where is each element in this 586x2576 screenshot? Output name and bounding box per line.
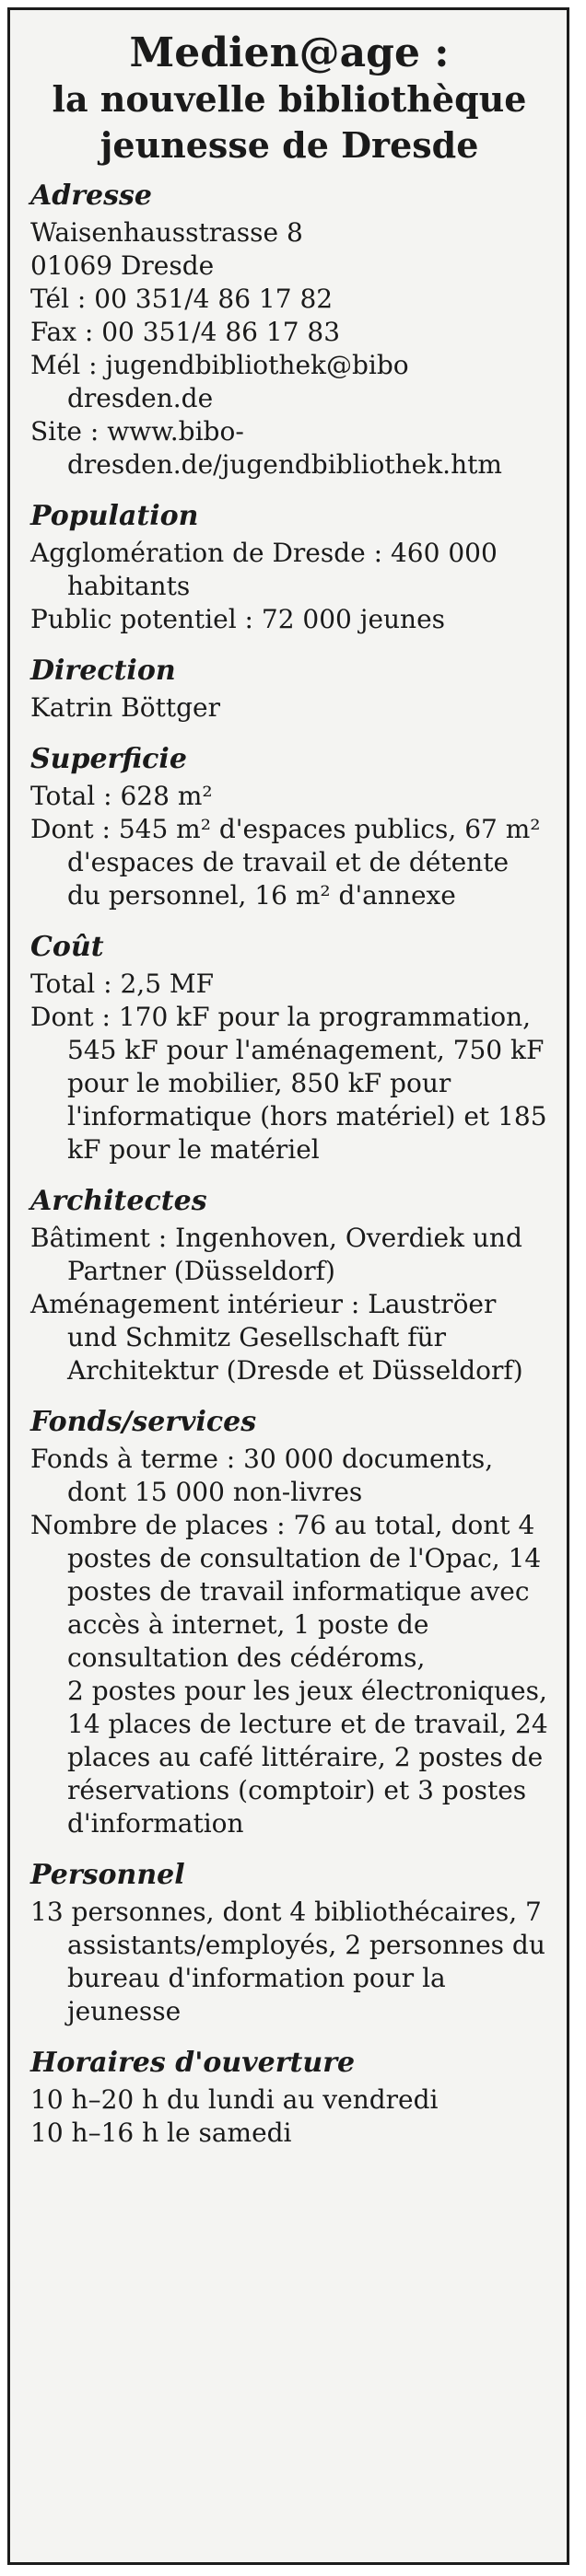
section-cout <box>30 931 548 1166</box>
section-line: Site : www.bibo-dresden.de/jugendbibliothek.htm <box>30 416 502 480</box>
section-heading: Adresse <box>30 180 153 212</box>
section-line: Tél : 00 351/4 86 17 82 <box>30 284 334 314</box>
subtitle-line: jeunesse de Dresde <box>100 124 479 166</box>
section-line: Bâtiment : Ingenhoven, Overdiek und Partner (Düsseldorf) <box>30 1223 522 1286</box>
section-line: 10 h–16 h le samedi <box>30 2118 292 2148</box>
box-title: Medien@age : <box>129 29 450 76</box>
info-box <box>7 7 569 2565</box>
section-personnel <box>30 1859 548 2028</box>
section-line: Fonds à terme : 30 000 documents, dont 15 000 non-livres <box>30 1444 494 1507</box>
section-line: Mél : jugendbibliothek@bibo dresden.de <box>30 350 409 413</box>
section-adresse <box>30 180 548 482</box>
section-line: Total : 628 m² <box>30 781 213 811</box>
section-line: 01069 Dresde <box>30 250 215 281</box>
section-line: Waisenhausstrasse 8 <box>30 217 303 248</box>
section-heading: Superficie <box>30 743 187 775</box>
section-line: Nombre de places : 76 au total, dont 4 postes de consultation de l'Opac, 14 postes de travail informatique avec accès à internet, 1 poste de consultation des cédéroms, <box>30 1510 542 1673</box>
section-line: Total : 2,5 MF <box>30 969 215 999</box>
section-line: Katrin Böttger <box>30 692 220 723</box>
section-population <box>30 500 548 636</box>
section-horaires <box>30 2047 548 2150</box>
section-line: 10 h–20 h du lundi au vendredi <box>30 2084 439 2115</box>
section-line: Aménagement intérieur : Lauströer und Schmitz Gesellschaft für Architektur (Dresde et Düsseldorf) <box>30 1289 523 1386</box>
section-superficie <box>30 743 548 912</box>
section-heading: Personnel <box>30 1859 185 1891</box>
box-subtitle <box>30 76 548 168</box>
section-line: Agglomération de Dresde : 460 000 habitants <box>30 538 498 601</box>
section-heading: Horaires d'ouverture <box>30 2047 356 2079</box>
section-fonds-services <box>30 1406 548 1840</box>
section-line: Dont : 170 kF pour la programmation, 545 kF pour l'aménagement, 750 kF pour le mobilier, 850 kF pour l'informatique (hors matériel) et 185 kF pour le matériel <box>30 1002 547 1165</box>
section-line: 2 postes pour les jeux électroniques, 14 places de lecture et de travail, 24 places au café littéraire, 2 postes de réservations (comptoir) et 3 postes d'information <box>67 1676 548 1839</box>
subtitle-line: la nouvelle bibliothèque <box>52 78 527 120</box>
section-line: Fax : 00 351/4 86 17 83 <box>30 317 341 347</box>
section-line: 13 personnes, dont 4 bibliothécaires, 7 assistants/employés, 2 personnes du bureau d'information pour la jeunesse <box>30 1897 545 2026</box>
section-line: Public potentiel : 72 000 jeunes <box>30 604 446 634</box>
section-heading: Direction <box>30 655 176 687</box>
section-heading: Architectes <box>30 1185 207 1217</box>
section-direction <box>30 655 548 725</box>
section-architectes <box>30 1185 548 1387</box>
section-heading: Fonds/services <box>30 1406 257 1438</box>
section-line: Dont : 545 m² d'espaces publics, 67 m² d'espaces de travail et de détente du personnel, 16 m² d'annexe <box>30 814 541 911</box>
section-heading: Population <box>30 500 199 532</box>
section-heading: Coût <box>30 931 104 963</box>
